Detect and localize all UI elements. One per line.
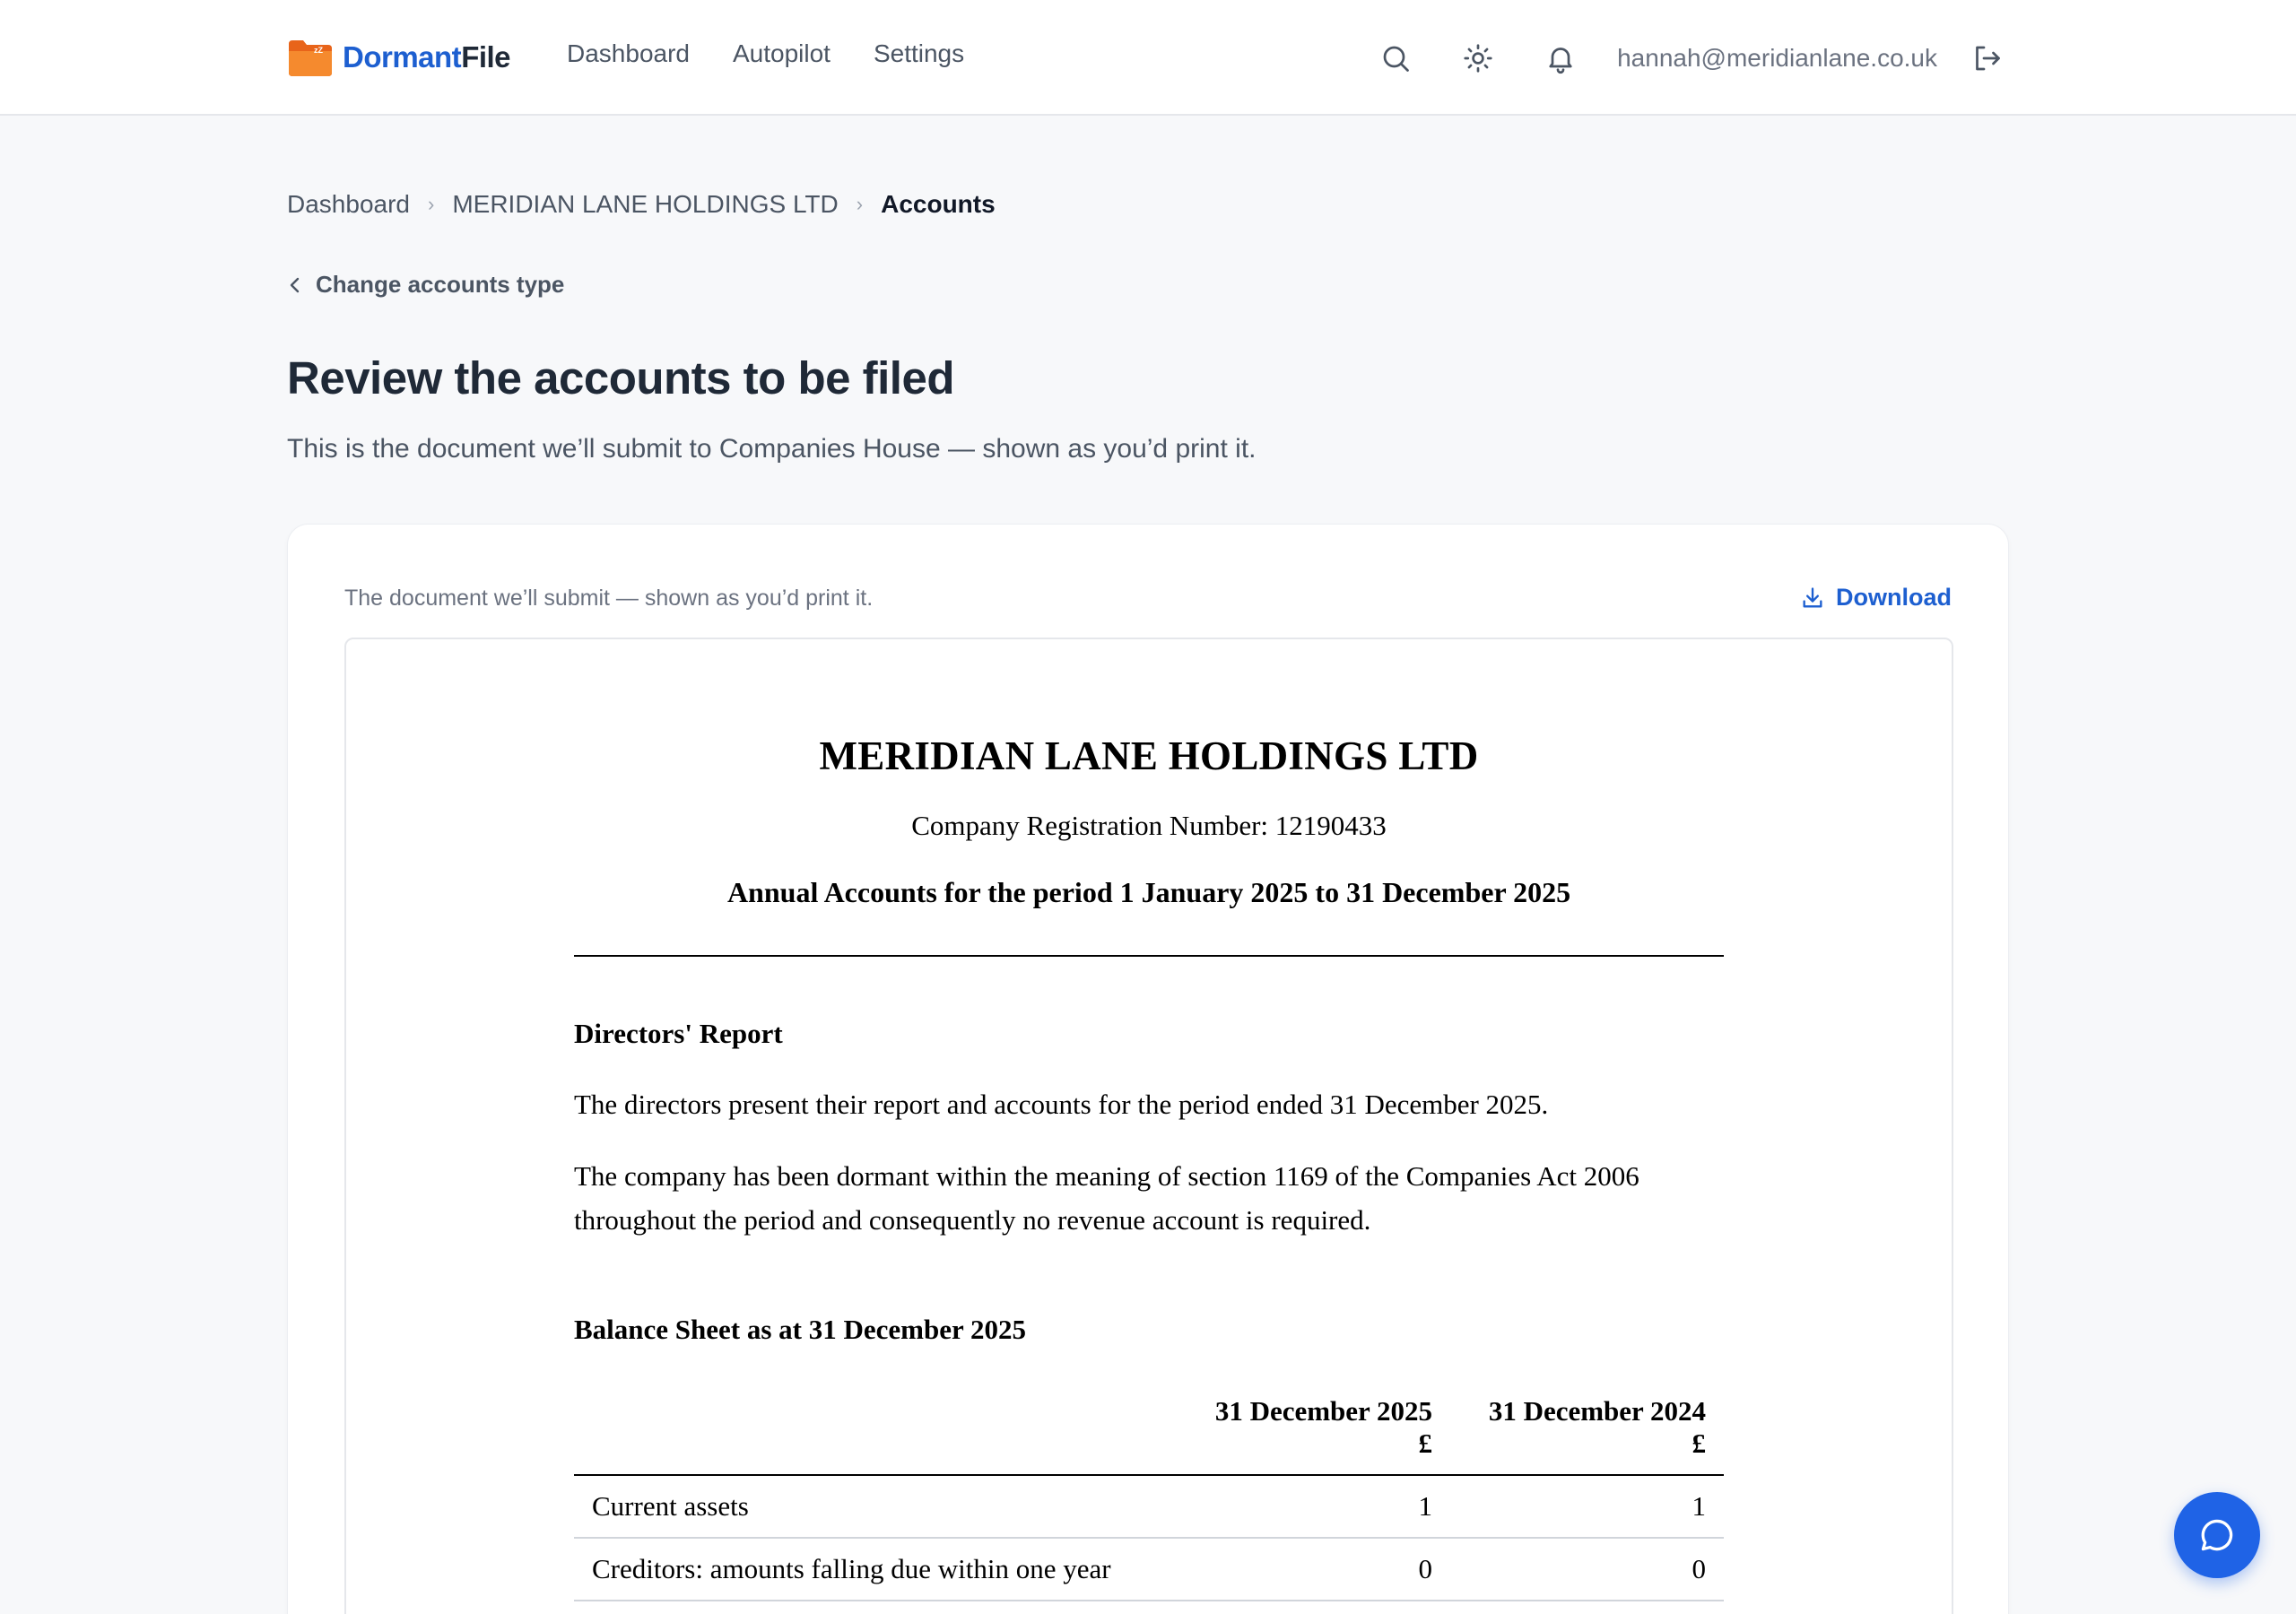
column-date: 31 December 2025 bbox=[1214, 1395, 1432, 1427]
table-row bbox=[574, 1538, 1724, 1601]
change-accounts-type-link[interactable] bbox=[287, 271, 564, 299]
download-label: Download bbox=[1836, 584, 1952, 611]
row-value-current: 1 bbox=[1177, 1475, 1450, 1538]
logo-wordmark bbox=[343, 40, 510, 74]
main-nav bbox=[567, 39, 964, 68]
table-row bbox=[574, 1475, 1724, 1538]
chat-bubble-icon bbox=[2197, 1515, 2237, 1555]
column-date: 31 December 2024 bbox=[1488, 1395, 1706, 1427]
doc-registration-number: Company Registration Number: 12190433 bbox=[911, 810, 1387, 841]
nav-item-dashboard[interactable]: Dashboard bbox=[567, 39, 690, 67]
chat-button[interactable] bbox=[2174, 1492, 2260, 1578]
nav-item-autopilot[interactable]: Autopilot bbox=[732, 39, 831, 67]
column-header-prior bbox=[1450, 1395, 1724, 1475]
document-preview-card bbox=[287, 524, 2009, 1614]
doc-divider bbox=[574, 955, 1724, 957]
nav-item-settings[interactable]: Settings bbox=[873, 39, 965, 67]
column-header-current bbox=[1177, 1395, 1450, 1475]
svg-text:zZ: zZ bbox=[314, 46, 323, 55]
breadcrumb bbox=[287, 190, 996, 219]
breadcrumb-dashboard[interactable]: Dashboard bbox=[287, 190, 410, 218]
logo-part-1: Dormant bbox=[343, 40, 462, 74]
row-label: Current assets bbox=[574, 1475, 1177, 1538]
logo-part-2: File bbox=[461, 40, 511, 74]
column-unit: £ bbox=[1418, 1427, 1432, 1459]
directors-report-paragraph-1: The directors present their report and accounts for the period ended 31 December 2025. bbox=[574, 1089, 1549, 1120]
back-link-label: Change accounts type bbox=[316, 271, 565, 298]
breadcrumb-current: Accounts bbox=[881, 190, 996, 218]
chevron-right-icon: › bbox=[427, 193, 435, 215]
row-value-prior: 0 bbox=[1450, 1538, 1724, 1601]
sun-icon[interactable] bbox=[1456, 36, 1500, 81]
bell-icon[interactable] bbox=[1538, 36, 1583, 81]
search-icon[interactable] bbox=[1373, 36, 1418, 81]
balance-sheet-heading: Balance Sheet as at 31 December 2025 bbox=[574, 1314, 1026, 1345]
breadcrumb-company[interactable]: MERIDIAN LANE HOLDINGS LTD bbox=[452, 190, 839, 218]
download-button[interactable] bbox=[1800, 584, 1952, 612]
chevron-right-icon: › bbox=[856, 193, 864, 215]
column-unit: £ bbox=[1692, 1427, 1706, 1459]
page-title: Review the accounts to be filed bbox=[287, 352, 954, 404]
user-email[interactable]: hannah@meridianlane.co.uk bbox=[1617, 44, 1937, 72]
download-icon bbox=[1800, 586, 1825, 611]
row-value-prior: 1 bbox=[1450, 1475, 1724, 1538]
page-subtitle: This is the document we’ll submit to Companies House — shown as you’d print it. bbox=[287, 434, 1257, 464]
accounts-document bbox=[344, 638, 1953, 1614]
doc-period: Annual Accounts for the period 1 January 2025 to 31 December 2025 bbox=[726, 876, 1571, 908]
folder-logo-icon bbox=[287, 37, 334, 78]
logout-icon[interactable] bbox=[1964, 36, 2009, 81]
directors-report-paragraph-2: The company has been dormant within the meaning of section 1169 of the Companies Act 2006 throughout the period and consequently no revenue account is required. bbox=[574, 1160, 1639, 1236]
label-column-header bbox=[574, 1395, 1177, 1475]
card-caption: The document we’ll submit — shown as you’d print it. bbox=[344, 586, 874, 611]
row-value-current: 0 bbox=[1177, 1538, 1450, 1601]
balance-sheet-table bbox=[574, 1395, 1724, 1601]
app-logo[interactable] bbox=[287, 34, 510, 81]
top-navbar bbox=[0, 0, 2296, 116]
row-label: Creditors: amounts falling due within one year bbox=[574, 1538, 1177, 1601]
balance-sheet-header-row bbox=[574, 1395, 1724, 1475]
chevron-left-icon bbox=[287, 275, 303, 295]
directors-report-heading: Directors' Report bbox=[574, 1018, 783, 1049]
doc-company-name: MERIDIAN LANE HOLDINGS LTD bbox=[819, 733, 1479, 778]
header-actions bbox=[1373, 36, 2009, 81]
